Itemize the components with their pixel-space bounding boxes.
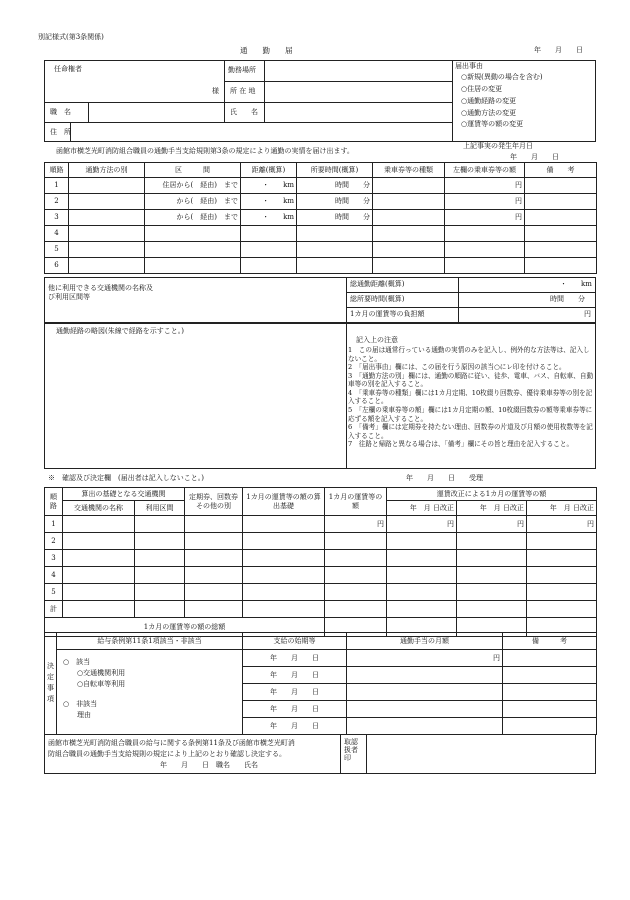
notes-title: 記入上の注意	[356, 336, 398, 344]
time-cell[interactable]: 時間 分	[297, 194, 373, 210]
th-ticket-kind: 定期券、回数券その他の別	[185, 488, 243, 516]
amount-cell[interactable]: 円	[445, 194, 525, 210]
table-row	[45, 226, 597, 242]
remarks-cell[interactable]	[503, 684, 597, 701]
distance-cell[interactable]: ・ km	[241, 194, 297, 210]
ticket-type-cell[interactable]	[373, 178, 445, 194]
note-item: 4 「乗車券等の種類」欄には1カ月定期、10枚綴り回数券、優待乗車券等の別を記入すること。	[348, 388, 593, 406]
revision-cell[interactable]: 円	[457, 516, 527, 533]
section-cell[interactable]	[135, 516, 185, 533]
distance-cell[interactable]: ・ km	[241, 178, 297, 194]
method-cell[interactable]	[69, 226, 145, 242]
start-date-cell[interactable]: 年 月 日	[243, 701, 347, 718]
table-row	[45, 242, 597, 258]
declaration-date: 年 月 日	[510, 153, 559, 161]
method-cell[interactable]	[69, 194, 145, 210]
th-use-section: 利用区間	[135, 501, 185, 516]
reason-label: 理由	[77, 711, 91, 720]
ticket-type-cell[interactable]	[373, 210, 445, 226]
th-basis: 算出の基礎となる交通機関	[63, 488, 185, 501]
reason-item[interactable]: ○通勤経路の変更	[461, 97, 517, 105]
amount-cell[interactable]: 円	[445, 210, 525, 226]
reason-item[interactable]: ○新規(異動の場合を含む)	[461, 73, 543, 81]
ticket-kind-cell[interactable]	[185, 533, 243, 550]
calc-cell[interactable]	[243, 533, 325, 550]
total-distance-unit: ・ km	[560, 280, 592, 288]
remarks-cell[interactable]	[525, 226, 597, 242]
other-transit-label: 他に利用できる交通機関の名称及び利用区間等	[48, 284, 153, 302]
distance-cell[interactable]: ・ km	[241, 210, 297, 226]
revision-cell[interactable]	[457, 533, 527, 550]
section-cell[interactable]: から( 経由) まで	[145, 210, 241, 226]
time-cell[interactable]	[297, 242, 373, 258]
ticket-kind-cell[interactable]	[185, 584, 243, 601]
note-item: 5 「左欄の乗車券等の額」欄には1カ月定期の額、10枚綴回数券の額等乗車券等に応ずる額を記入すること。	[348, 405, 593, 423]
ticket-type-cell[interactable]	[373, 226, 445, 242]
th-article: 給与条例第11条1項該当・非該当	[57, 633, 243, 650]
time-cell[interactable]	[297, 226, 373, 242]
revision-cell[interactable]	[527, 533, 597, 550]
allowance-cell[interactable]: 円	[347, 650, 503, 667]
ticket-type-cell[interactable]	[373, 258, 445, 274]
row-no: 6	[45, 258, 69, 274]
th-revision-date: 年 月 日改正	[457, 501, 527, 516]
table-row	[45, 210, 597, 226]
th-order: 順路	[45, 488, 63, 516]
th-calc-basis: 1カ月の運賃等の額の算出基礎	[243, 488, 325, 516]
revision-cell[interactable]	[527, 584, 597, 601]
agency-cell[interactable]	[63, 516, 135, 533]
section-cell[interactable]	[135, 533, 185, 550]
footer-text-line2: 防組合職員の通勤手当支給規則の規定により上記のとおり確認し決定する。	[48, 750, 286, 758]
ticket-kind-cell[interactable]	[185, 601, 243, 618]
amount-cell[interactable]	[445, 242, 525, 258]
th-ticket-amount: 左欄の乗車券等の額	[445, 163, 525, 178]
th-agency: 交通機関の名称	[63, 501, 135, 516]
allowance-cell[interactable]	[347, 718, 503, 735]
approver-seal-label: 取認扱者印	[344, 738, 358, 763]
row-no: 5	[45, 584, 63, 601]
agency-cell[interactable]	[63, 533, 135, 550]
amount-cell[interactable]	[325, 584, 387, 601]
decision-table	[44, 632, 597, 735]
route-table	[44, 162, 597, 274]
table-row	[45, 178, 597, 194]
remarks-cell[interactable]	[503, 701, 597, 718]
section-cell[interactable]: から( 経由) まで	[145, 194, 241, 210]
th-revision-date: 年 月 日改正	[527, 501, 597, 516]
note-item: 7 往路と帰路と異なる場合は、「備考」欄にその旨と理由を記入すること。	[348, 440, 574, 449]
table-row	[45, 194, 597, 210]
revision-cell[interactable]	[527, 550, 597, 567]
article-cell	[57, 650, 243, 735]
confirm-table	[44, 487, 597, 637]
ticket-type-cell[interactable]	[373, 194, 445, 210]
occurrence-label: 上記事実の発生年月日	[463, 142, 533, 150]
th-method: 通勤方法の別	[69, 163, 145, 178]
reason-title: 届出事由	[455, 62, 483, 70]
remarks-cell[interactable]	[525, 178, 597, 194]
start-date-cell[interactable]: 年 月 日	[243, 667, 347, 684]
receipt-date: 年 月 日 受理	[406, 474, 483, 482]
th-distance: 距離(概算)	[241, 163, 297, 178]
method-cell[interactable]	[69, 258, 145, 274]
calc-cell[interactable]	[243, 550, 325, 567]
section-cell[interactable]	[135, 567, 185, 584]
agency-cell[interactable]	[63, 567, 135, 584]
total-label: 1カ月の運賃等の額の総額	[45, 618, 325, 637]
row-no: 4	[45, 567, 63, 584]
revision-cell[interactable]	[457, 567, 527, 584]
remarks-cell[interactable]	[525, 258, 597, 274]
route-map-label[interactable]: 通勤経路の略図(朱線で経路を示すこと。)	[56, 327, 184, 335]
th-order: 順路	[45, 163, 69, 178]
total-time-label: 総所要時間(概算)	[350, 295, 405, 303]
workplace-label: 勤務場所	[228, 66, 256, 74]
method-cell[interactable]	[69, 210, 145, 226]
agency-cell[interactable]	[63, 550, 135, 567]
table-row	[45, 258, 597, 274]
table-row	[45, 584, 597, 601]
row-no: 3	[45, 550, 63, 567]
revision-cell[interactable]: 円	[527, 516, 597, 533]
amount-cell[interactable]	[325, 601, 387, 618]
bike-option[interactable]: ○自転車等利用	[77, 680, 126, 689]
table-row	[45, 601, 597, 618]
form-reference: 別記様式(第3条関係)	[38, 33, 104, 41]
allowance-cell[interactable]	[347, 701, 503, 718]
amount-cell[interactable]	[325, 533, 387, 550]
row-total-label: 計	[45, 601, 63, 618]
note-item: 3 「通勤方法の別」欄には、通勤の順路に従い、徒歩、電車、バス、自転車、自動車等の別を記入すること。	[348, 371, 594, 389]
distance-cell[interactable]	[241, 226, 297, 242]
revision-cell[interactable]	[527, 601, 597, 618]
method-cell[interactable]	[69, 178, 145, 194]
note-item: 2 「届出事由」欄には、この届を行う原因の該当○にレ印を付けること。	[348, 363, 566, 372]
applicable-option[interactable]: ○ 該当	[63, 658, 91, 666]
method-cell[interactable]	[69, 242, 145, 258]
amount-cell[interactable]	[325, 550, 387, 567]
th-start: 支給の始期等	[243, 633, 347, 650]
appointer-label: 任命権者	[54, 65, 82, 73]
signature-line: 年 月 日 職名 氏名	[160, 761, 258, 769]
form-title: 通 勤 届	[240, 46, 293, 55]
row-no: 1	[45, 178, 69, 194]
ticket-type-cell[interactable]	[373, 242, 445, 258]
th-revision: 運賃改正による1カ月の運賃等の額	[387, 488, 597, 501]
transit-option[interactable]: ○交通機関利用	[77, 669, 126, 678]
table-row	[45, 550, 597, 567]
total-time-unit: 時間 分	[550, 295, 585, 303]
section-cell[interactable]	[135, 550, 185, 567]
row-no: 2	[45, 533, 63, 550]
th-revision-date: 年 月 日改正	[387, 501, 457, 516]
notes-list	[348, 346, 594, 449]
section-cell[interactable]	[135, 601, 185, 618]
revision-cell[interactable]	[387, 601, 457, 618]
submission-date: 年 月 日	[534, 46, 583, 54]
revision-cell[interactable]: 円	[387, 516, 457, 533]
table-row	[45, 516, 597, 533]
table-row	[45, 567, 597, 584]
amount-cell[interactable]	[325, 567, 387, 584]
amount-cell[interactable]: 円	[445, 178, 525, 194]
note-item: 6 「備考」欄には定期券を持たない理由、回数券の片道及び月額の使用枚数等を記入すること。	[348, 423, 593, 440]
row-no: 4	[45, 226, 69, 242]
time-cell[interactable]: 時間 分	[297, 178, 373, 194]
calc-cell[interactable]	[243, 601, 325, 618]
th-monthly-amount: 1カ月の運賃等の額	[325, 488, 387, 516]
amount-cell[interactable]	[445, 258, 525, 274]
location-label: 所 在 地	[230, 87, 256, 95]
not-applicable-option[interactable]: ○ 非該当	[63, 700, 98, 709]
revision-cell[interactable]	[527, 567, 597, 584]
start-date-cell[interactable]: 年 月 日	[243, 650, 347, 667]
position-label: 職 名	[50, 108, 71, 116]
th-remarks: 備 考	[525, 163, 597, 178]
declaration-text: 函館市横芝光町消防組合職員の通勤手当支給規則第3条の規定により通勤の実情を届け出ます。	[56, 147, 354, 155]
revision-cell[interactable]	[457, 584, 527, 601]
footer-text-line1: 函館市横芝光町消防組合職員の給与に関する条例第11条及び函館市横芝光町消	[48, 739, 295, 747]
calc-cell[interactable]	[243, 516, 325, 533]
remarks-cell[interactable]	[503, 667, 597, 684]
remarks-cell[interactable]	[503, 718, 597, 735]
distance-cell[interactable]	[241, 258, 297, 274]
time-cell[interactable]: 時間 分	[297, 210, 373, 226]
note-item: 1 この届は通常行っている通勤の実情のみを記入し、例外的な方法等は、記入しないこと。	[348, 346, 590, 363]
section-cell[interactable]	[145, 258, 241, 274]
remarks-cell[interactable]	[525, 210, 597, 226]
remarks-cell[interactable]	[503, 650, 597, 667]
section-cell[interactable]	[145, 226, 241, 242]
seal-mark: 様	[212, 87, 219, 95]
row-no: 2	[45, 194, 69, 210]
section-cell[interactable]: 住居から( 経由) まで	[145, 178, 241, 194]
section-cell[interactable]	[145, 242, 241, 258]
reason-item[interactable]: ○運賃等の額の変更	[461, 120, 524, 128]
calc-cell[interactable]	[243, 567, 325, 584]
revision-cell[interactable]	[457, 601, 527, 618]
amount-cell[interactable]: 円	[325, 516, 387, 533]
revision-cell[interactable]	[387, 533, 457, 550]
th-section: 区 間	[145, 163, 241, 178]
remarks-cell[interactable]	[525, 242, 597, 258]
table-row	[45, 533, 597, 550]
th-allowance: 通勤手当の月額	[347, 633, 503, 650]
address-label: 住 所	[50, 128, 71, 136]
ticket-kind-cell[interactable]	[185, 550, 243, 567]
decision-side-label: 決定事項	[45, 633, 57, 735]
ticket-kind-cell[interactable]	[185, 567, 243, 584]
agency-cell[interactable]	[63, 584, 135, 601]
row-no: 1	[45, 516, 63, 533]
reason-item[interactable]: ○通勤方法の変更	[461, 109, 517, 117]
row-no: 5	[45, 242, 69, 258]
remarks-cell[interactable]	[525, 194, 597, 210]
revision-cell[interactable]	[457, 550, 527, 567]
revision-cell[interactable]	[387, 567, 457, 584]
ticket-kind-cell[interactable]	[185, 516, 243, 533]
approver-seal-field[interactable]	[368, 736, 594, 772]
revision-cell[interactable]	[387, 550, 457, 567]
row-no: 3	[45, 210, 69, 226]
reason-item[interactable]: ○住居の変更	[461, 85, 503, 93]
monthly-fare-label: 1カ月の運賃等の負担額	[350, 310, 425, 318]
agency-cell[interactable]	[63, 601, 135, 618]
amount-cell[interactable]	[445, 226, 525, 242]
start-date-cell[interactable]: 年 月 日	[243, 718, 347, 735]
th-time: 所要時間(概算)	[297, 163, 373, 178]
revision-cell[interactable]	[387, 584, 457, 601]
time-cell[interactable]	[297, 258, 373, 274]
monthly-fare-unit: 円	[584, 310, 591, 318]
allowance-cell[interactable]	[347, 684, 503, 701]
confirm-title: ※ 確認及び決定欄 (届出者は記入しないこと。)	[48, 474, 204, 482]
start-date-cell[interactable]: 年 月 日	[243, 684, 347, 701]
allowance-cell[interactable]	[347, 667, 503, 684]
th-remarks: 備 考	[503, 633, 597, 650]
section-cell[interactable]	[135, 584, 185, 601]
th-ticket-type: 乗車券等の種類	[373, 163, 445, 178]
total-distance-label: 総通勤距離(概算)	[350, 280, 405, 288]
calc-cell[interactable]	[243, 584, 325, 601]
name-label: 氏 名	[230, 108, 258, 116]
distance-cell[interactable]	[241, 242, 297, 258]
